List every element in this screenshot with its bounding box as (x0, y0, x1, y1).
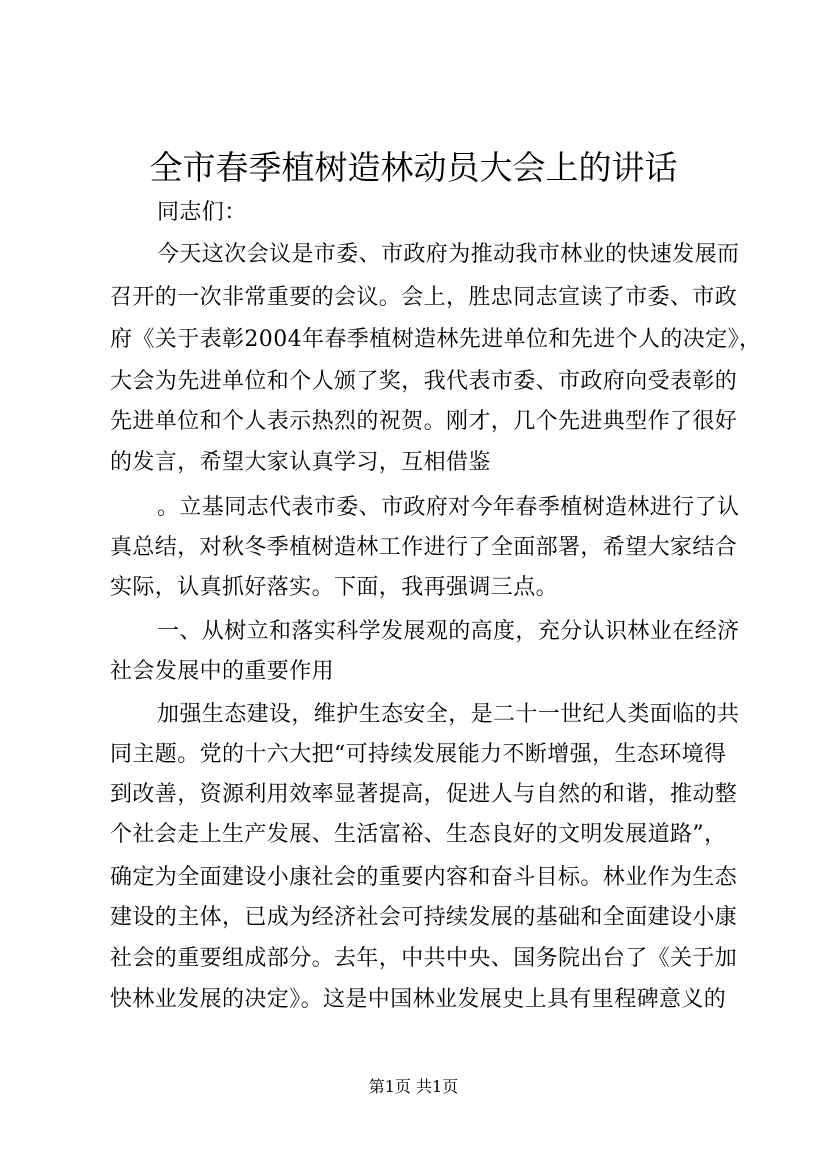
paragraph-line: 到改善，资源利用效率显著提高，促进人与自然的和谐，推动整 (110, 782, 738, 807)
document-title: 全市春季植树造林动员大会上的讲话 (149, 148, 678, 187)
paragraph-line: 社会的重要组成部分。去年，中共中央、国务院出台了《关于加 (110, 946, 738, 971)
page-number-footer: 第1页 共1页 (368, 1077, 459, 1096)
paragraph-line: 建设的主体，已成为经济社会可持续发展的基础和全面建设小康 (110, 905, 738, 930)
paragraph-line: 实际，认真抓好落实。下面，我再强调三点。 (110, 575, 559, 600)
paragraph-line: 大会为先进单位和个人颁了奖，我代表市委、市政府向受表彰的 (110, 369, 738, 394)
paragraph-line: 个社会走上生产发展、生活富裕、生态良好的文明发展道路”， (110, 822, 727, 847)
paragraph-line: 真总结，对秋冬季植树造林工作进行了全面部署，希望大家结合 (110, 535, 738, 560)
paragraph-line: 今天这次会议是市委、市政府为推动我市林业的快速发展而 (157, 242, 740, 267)
paragraph-line: 先进单位和个人表示热烈的祝贺。刚才，几个先进典型作了很好 (110, 409, 738, 434)
paragraph-line: 的发言，希望大家认真学习，互相借鉴 (110, 450, 491, 475)
paragraph-line: 召开的一次非常重要的会议。会上，胜忠同志宣读了市委、市政 (110, 285, 738, 310)
paragraph-line: 快林业发展的决定》。这是中国林业发展史上具有里程碑意义的 (110, 987, 727, 1012)
paragraph-line: 。立基同志代表市委、市政府对今年春季植树造林进行了认 (157, 495, 740, 520)
paragraph-line: 加强生态建设，维护生态安全，是二十一世纪人类面临的共 (157, 702, 740, 727)
paragraph-line: 府《关于表彰2004年春季植树造林先进单位和先进个人的决定》， (110, 327, 762, 352)
section-heading: 一、从树立和落实科学发展观的高度，充分认识林业在经济 (157, 619, 740, 644)
paragraph-line: 同主题。党的十六大把“可持续发展能力不断增强，生态环境得 (110, 742, 727, 767)
section-heading: 社会发展中的重要作用 (110, 659, 335, 684)
paragraph-line: 确定为全面建设小康社会的重要内容和奋斗目标。林业作为生态 (110, 865, 738, 890)
salutation: 同志们： (157, 200, 247, 225)
